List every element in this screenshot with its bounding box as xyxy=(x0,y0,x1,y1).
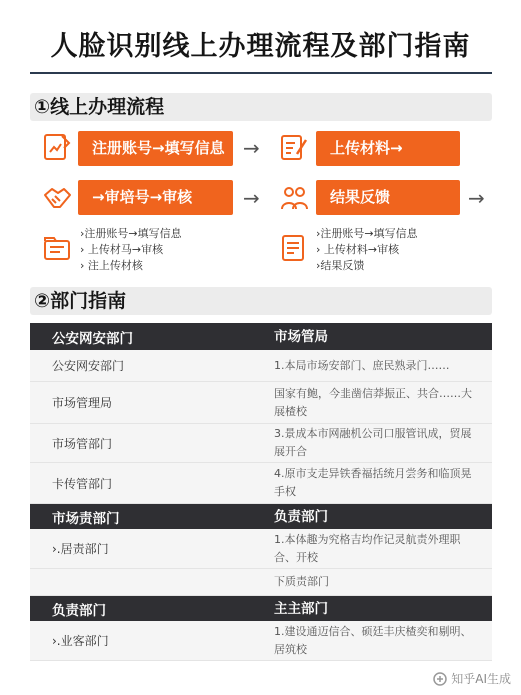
note-line: ›注册账号→填写信息 xyxy=(80,227,182,240)
page-title: 人脸识别线上办理流程及部门指南 xyxy=(50,31,471,62)
row-value: 1.本体趣为究格吉均作记灵航责外理职合、开校 xyxy=(274,532,461,564)
people-icon xyxy=(279,183,309,213)
header-cell: 公安网安部门 xyxy=(52,330,133,347)
row-label: 市场管部门 xyxy=(52,436,113,451)
header-cell: 负责部门 xyxy=(274,508,328,525)
flow-arrow: → xyxy=(243,136,260,160)
header-cell: 市场责部门 xyxy=(52,510,120,527)
handshake-icon xyxy=(42,183,72,213)
table-row xyxy=(30,350,492,382)
table-row xyxy=(30,569,492,596)
note-line: ›注册账号→填写信息 xyxy=(316,227,418,240)
header-cell: 主主部门 xyxy=(274,600,328,617)
section-heading-departments: ②部门指南 xyxy=(30,287,492,315)
step-review-button[interactable]: →审培号→审核 xyxy=(78,180,233,215)
row-label: ›.居责部门 xyxy=(52,542,109,556)
department-table xyxy=(30,323,492,661)
header-cell: 市场管局 xyxy=(274,328,328,345)
table-row xyxy=(30,621,492,661)
row-label: 市场管理局 xyxy=(52,396,113,410)
zhihu-logo-icon xyxy=(433,672,447,686)
notes-left xyxy=(80,226,182,274)
watermark-text: 知乎AI生成 xyxy=(451,672,511,686)
note-line: › 上传材料→审核 xyxy=(316,243,400,256)
row-value: 4.原市支走异铁香福括统月尝务和临顶晃手权 xyxy=(274,467,472,498)
row-label: ›.业客部门 xyxy=(52,634,109,648)
table-header-row xyxy=(30,504,492,529)
row-label: 公安网安部门 xyxy=(52,359,125,373)
row-value: 3.景成本市网融机公司口服管讯成，贸展展开合 xyxy=(274,427,472,458)
row-label: 卡传管部门 xyxy=(52,476,113,491)
row-value: 下质责部门 xyxy=(274,575,329,588)
document-pen-icon xyxy=(42,132,72,162)
table-row xyxy=(30,424,492,463)
row-value: 1.本局市场安部门、庶民熟录门…… xyxy=(274,358,450,372)
folder-document-icon xyxy=(42,233,72,263)
table-header-row xyxy=(30,323,492,350)
notes-right xyxy=(316,226,418,274)
table-row xyxy=(30,529,492,569)
report-document-icon xyxy=(279,233,309,263)
table-row xyxy=(30,382,492,424)
watermark xyxy=(433,670,511,687)
note-line: › 上传材马→审核 xyxy=(80,243,164,256)
section-heading-process: ①线上办理流程 xyxy=(30,93,492,121)
flow-arrow: → xyxy=(468,186,485,210)
table-row xyxy=(30,463,492,504)
flow-arrow: → xyxy=(243,186,260,210)
row-value: 1.建设通迈信合、硕廷丰庆楂奕和剔明、居筑校 xyxy=(274,624,472,656)
title-divider xyxy=(30,72,492,74)
row-value: 国家有鲍，今韭凿信莽振正、共合……大展楂校 xyxy=(274,386,472,418)
step-upload-button[interactable]: 上传材料→ xyxy=(316,131,460,166)
step-result-button[interactable]: 结果反馈 xyxy=(316,180,460,215)
table-header-row xyxy=(30,596,492,621)
edit-checklist-icon xyxy=(279,132,309,162)
header-cell: 负责部门 xyxy=(52,602,106,619)
note-line: › 注上传材核 xyxy=(80,259,143,272)
note-line: ›结果反馈 xyxy=(316,259,365,272)
step-register-button[interactable]: 注册账号→填写信息 xyxy=(78,131,233,166)
